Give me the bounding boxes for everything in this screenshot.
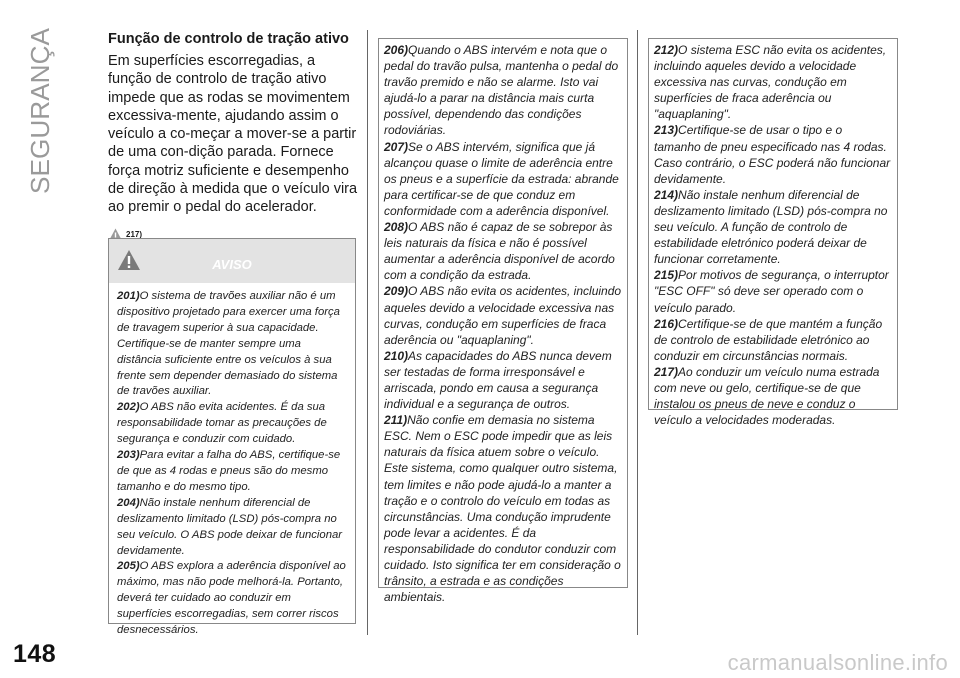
note-text: Ao conduzir um veículo numa estrada com neve ou gelo, certifique-se de que instalou os pneus de neve e conduz o veículo a velocidades moderadas. [654,364,880,428]
note-text: Não instale nenhum diferencial de deslizamento limitado (LSD) pós-compra no seu veículo. A função de controlo de estabilidade eletrónico poderá deixar de funcionar corretamente. [654,187,888,267]
intro-paragraph: Em superfícies escorregadias, a função de controlo de tração ativo impede que as rodas se movimentem excessiva-mente, ajudando assim o veículo a co-meçar a mover-se a partir de uma con-dição parada. Fornece força motriz suficiente e desempenho de direção à medida que o veículo vira ao premir o pedal do acelerador. [108,53,358,216]
column-divider-2 [637,30,638,635]
note-number: 213) [654,123,679,138]
note-text: Para evitar a falha do ABS, certifique-se de que as 4 rodas e pneus são do mesmo tamanho e do mesmo tipo. [117,449,341,493]
note-210 [384,348,622,412]
note-number: 202) [117,401,140,414]
note-text: Por motivos de segurança, o interruptor "ESC OFF" só deve ser operado com o veículo parado. [654,268,889,315]
note-number: 203) [117,449,140,462]
warning-continued-box-1 [378,38,628,605]
note-text: O ABS explora a aderência disponível ao máximo, mas não pode melhorá-la. Portanto, deverá ter cuidado ao conduzir em superfícies escorregadias, sem correr riscos desnecessários. [117,560,346,637]
note-207 [384,139,622,219]
note-text: O ABS não é capaz de se sobrepor às leis naturais da física e não é possível aumentar a aderência disponível de acordo com a condição da estrada. [384,220,615,283]
note-text: Certifique-se de usar o tipo e o tamanho de pneu especificado nas 4 rodas. Caso contrário, o ESC poderá não funcionar devidamente. [654,123,891,186]
note-208 [384,219,622,283]
warning-header [109,239,355,283]
note-201 [117,289,347,400]
note-number: 206) [384,43,409,57]
note-number: 214) [654,187,679,202]
note-number: 205) [117,560,140,573]
note-214 [654,187,892,267]
watermark: carmanualsonline.info [727,650,948,675]
note-text: O sistema de travões auxiliar não é um dispositivo projetado para exercer uma força de travagem superior à sua capacidade. Certifique-se de manter sempre uma distância suficiente entre os veículos à sua frente sem depender demasiado do sistema de travões auxiliar. [117,290,340,398]
note-text: Quando o ABS intervém e nota que o pedal do travão pulsa, mantenha o pedal do travão premido e não se alarme. Isto vai ajudá-lo a parar na distância mais curta possível, dependendo das condições rodoviárias. [384,43,619,138]
note-209 [384,283,622,347]
note-number: 208) [384,220,409,235]
note-212 [654,42,892,122]
note-number: 211) [384,413,408,428]
section-heading: Função de controlo de tração ativo [108,31,349,47]
warning-notes [109,283,355,639]
warning-box [108,238,356,637]
note-text: Se o ABS intervém, significa que já alcançou quase o limite de aderência entre os pneus e a superfície da estrada: abrande para certificar-se de que conduz em conformidade com a aderência disponível. [384,139,619,218]
note-text: O ABS não evita os acidentes, incluindo aqueles devido a velocidade excessiva nas curvas, condução em superfícies de fraca aderência ou "aquaplaning". [384,284,622,347]
note-202 [117,400,347,448]
note-205 [117,559,347,639]
note-number: 217) [654,364,679,379]
note-number: 212) [654,43,679,57]
note-number: 204) [117,496,140,509]
column-divider-1 [367,30,368,635]
note-number: 210) [384,348,409,363]
note-text: O sistema ESC não evita os acidentes, incluindo aqueles devido a velocidade excessiva nas curvas, condução em superfícies de fraca aderência ou "aquaplaning". [654,43,887,122]
note-number: 215) [654,268,679,283]
note-text: Não instale nenhum diferencial de deslizamento limitado (LSD) pós-compra no seu veículo. O ABS pode deixar de funcionar devidamente. [117,496,343,557]
note-text: Não confie em demasia no sistema ESC. Nem o ESC pode impedir que as leis naturais da física atuem sobre o veículo. Este sistema, como qualquer outro sistema, tem limites e não pode ajudá-lo a manter a tração e o controlo do veículo em todas as circunstâncias. Uma condução imprudente pode levar a acidentes. É da responsabilidade do condutor conduzir com cuidado. Isto significa ter em consideração o trânsito, a estrada e as condições ambientais. [384,413,621,605]
note-number: 209) [384,284,409,299]
note-text: As capacidades do ABS nunca devem ser testadas de forma irresponsável e arriscada, pondo em causa a segurança individual e a segurança de outros. [384,348,612,412]
note-text: O ABS não evita acidentes. É da sua responsabilidade tomar as precauções de segurança e conduzir com cuidado. [117,401,327,446]
note-number: 207) [384,139,409,154]
note-211 [384,412,622,605]
warning-reference-number: 217) [126,230,143,240]
note-204 [117,496,347,560]
note-217 [654,364,892,428]
note-number: 201) [117,290,140,302]
note-216 [654,316,892,364]
note-206 [384,42,622,139]
note-215 [654,267,892,315]
note-text: Certifique-se de que mantém a função de controlo de estabilidade eletrónico ao conduzir em circunstâncias normais. [654,316,883,363]
section-label-text: SEGURANÇA [25,29,55,194]
note-213 [654,122,892,186]
warning-continued-box-2 [648,38,898,428]
note-number: 216) [654,316,679,331]
note-203 [117,448,347,496]
warning-title: AVISO [212,257,252,272]
section-label [22,26,56,196]
intro-section [108,30,358,243]
page-number: 148 [13,640,57,668]
